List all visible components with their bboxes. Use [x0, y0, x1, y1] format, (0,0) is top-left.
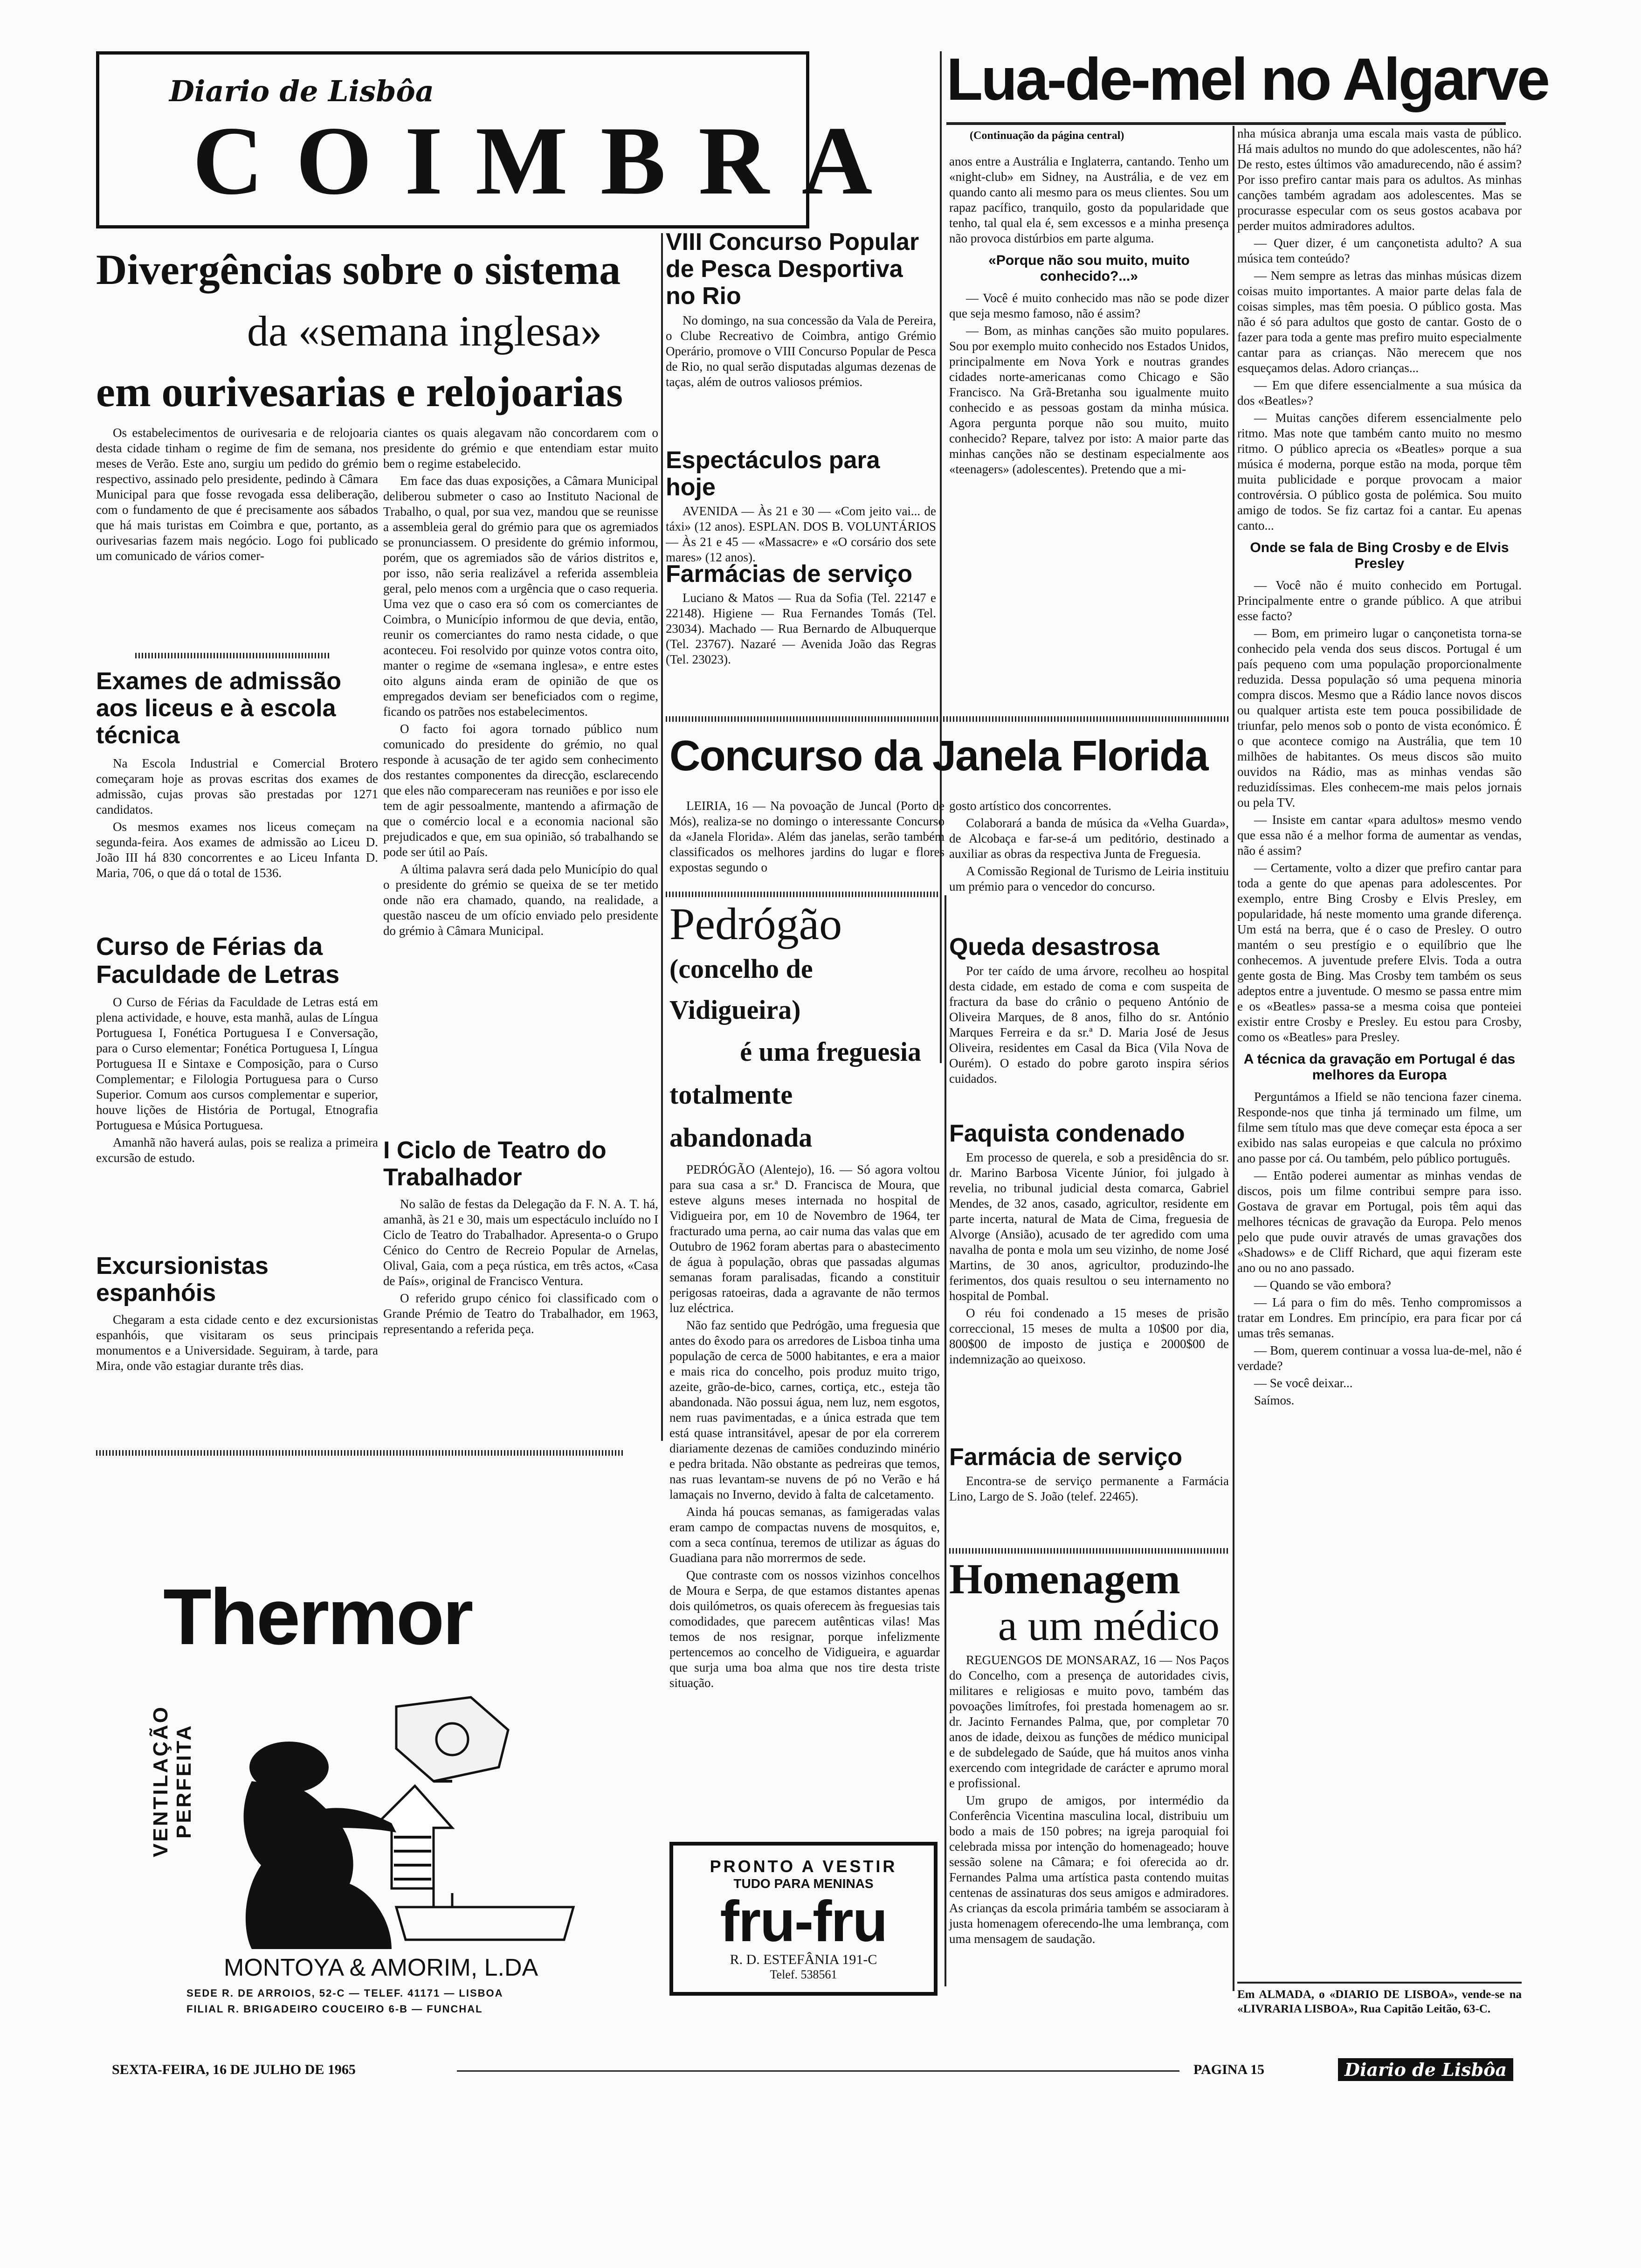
lua-title: Lua-de-mel no Algarve: [946, 46, 1549, 113]
lua-continuation: (Continuação da página central): [970, 130, 1124, 142]
pesca-text: No domingo, na sua concessão da Vala de Pereira, o Clube Recreativo de Coimbra, antigo Grémio Operário, promove o VIII Concurso Popular de Pesca de Rio, no qual serão disputadas algumas dezenas de taças, além de outros valiosos prémios.: [666, 313, 936, 389]
divergencias-col1-text: Os estabelecimentos de ourivesaria e de relojoaria desta cidade tinham o regime de fim de semana, nos meses de Verão. Este ano, surgiu um pedido do grémio respectivo, assinado pelo presidente, pedindo à Câmara Municipal para que fosse revogada essa deliberação, com o fundamento de que é precisamente aos sábados que há mais turistas em Coimbra e que, portanto, as ourivesarias fazem mais negócio. Logo foi publicado um comunicado de vários comer-: [96, 426, 378, 563]
lua-footer-note-text: Em ALMADA, o «DIARIO DE LISBOA», vende-se na «LIVRARIA LISBOA», Rua Capitão Leitão, 63-C.: [1237, 1988, 1522, 2015]
homenagem-p1: REGUENGOS DE MONSARAZ, 16 — Nos Paços do Concelho, com a presença de autoridades civis, militares e religiosas e muito povo, também das povoações limítrofes, foi prestada homenagem ao sr. dr. Jacinto Fernandes Palma, que, por completar 70 anos de idade, deixou as funções de médico municipal e de subdelegado de Saúde, que há muitos anos vinha exercendo com integridade de carácter e aprumo moral e profissional.: [949, 1653, 1229, 1790]
pedrogao-p3: Ainda há poucas semanas, as famigeradas valas eram campo de compactas nuvens de mosquitos, e, com a seca contínua, teremos de utilizar as águas do Guadiana para não morrermos de sede.: [669, 1505, 940, 1565]
ciclo-title: I Ciclo de Teatro do Trabalhador: [383, 1137, 607, 1191]
farmacia2-article: [949, 1444, 1229, 1506]
janela-col2: [949, 798, 1229, 896]
frufru-ad: [669, 1842, 938, 1996]
lua-col2: [1237, 126, 1522, 1410]
faquista-p1: Em processo de querela, e sob a presidência do sr. dr. Marino Barbosa Vicente Júnior, foi julgado à revelia, no tribunal judicial desta comarca, Gabriel Mendes, de 32 anos, casado, agricultor, residente em parte incerta, natural de Mata de Cima, freguesia de Alvorge (Ansião), acusado de ter agredido com uma navalha de ponta e mola um seu vizinho, de nome José Martins, de 30 anos, agricultor, produzindo-lhe ferimentos, dos quais resultou o seu internamento no hospital de Pombal.: [949, 1150, 1229, 1303]
lua-sub2: Onde se fala de Bing Crosby e de Elvis Presley: [1250, 540, 1509, 571]
thermor-address2: FILIAL R. BRIGADEIRO COUCEIRO 6-B — FUNCHAL: [186, 2003, 483, 2015]
masthead-box: [96, 51, 905, 228]
lua-col2-p2: — Quer dizer, é um cançonetista adulto? A sua música tem conteúdo?: [1237, 236, 1522, 265]
excursionistas-text: Chegaram a esta cidade cento e dez excursionistas espanhóis, que visitaram os seus principais monumentos e a Universidade. Seguiram, à tarde, para Mira, onde vão estagiar durante três dias.: [96, 1313, 378, 1373]
homenagem-title2: a um médico: [998, 1602, 1220, 1649]
pesca-title: VIII Concurso Popular de Pesca Desportiva no Rio: [666, 228, 919, 310]
thermor-company: MONTOYA & AMORIM, L.DA: [224, 1954, 538, 1981]
frufru-line2: TUDO PARA MENINAS: [733, 1876, 874, 1891]
lua-col2-p9: — Certamente, volto a dizer que prefiro cantar para toda a gente do que apenas para adolescentes. Por exemplo, entre Bing Crosby e Elvis Presley, em popularidade, há neste momento uma grande diferença. Um está na berra, que é o caso de Presley. O outro mantém o seu prestígio e o equilíbrio que lhe conhecemos. A juventude prefere Elvis. Toda a outra gente gosta de Bing. Mas Crosby tem também os seus adeptos entre a juventude. O mesmo se passa entre mim e os «Beatles» passa-se a mesma coisa que ponteiei existir entre Crosby e Presley. Eu estou para Crosby, como os «Beatles» para Presley.: [1237, 861, 1522, 1044]
janela-col2-p1: gosto artístico dos concorrentes.: [949, 799, 1111, 813]
queda-text: Por ter caído de uma árvore, recolheu ao hospital desta cidade, em estado de coma e com suspeita de fractura da base do crânio o pequeno António de Oliveira Marques, de 8 anos, filho do sr. António Marques Ferreira e da sr.ª D. Maria José de Jesus Oliveira, residentes em Casal da Bica (Vila Nova de Ourém). O estado do pobre garoto inspira sérios cuidados.: [949, 964, 1229, 1086]
lua-col1-p2: — Você é muito conhecido mas não se pode dizer que seja mesmo famoso, não é assim?: [949, 291, 1229, 321]
separator: [666, 892, 941, 897]
homenagem-title1: Homenagem: [949, 1555, 1180, 1603]
queda-title: Queda desastrosa: [949, 933, 1159, 961]
pedrogao-article: [669, 900, 940, 1693]
frufru-brand: fru-fru: [720, 1889, 887, 1954]
lua-col2-p13: — Lá para o fim do mês. Tenho compromissos a tratar em Londres. Em princípio, era para ficar por cá umas três semanas.: [1237, 1295, 1522, 1341]
farmacia2-title: Farmácia de serviço: [949, 1444, 1183, 1471]
espectaculos-article: [666, 447, 936, 567]
lua-col2-p11: — Então poderei aumentar as minhas vendas de discos, pois um filme contribui sempre para isso. Gostava de gravar em Portugal, pois têm aqui das melhores técnicas de gravação da Europa. Pelo menos pelo que pude ouvir através de umas gravações dos «Shadows» e de Cliff Richard, que aqui fizeram este ano ou no ano passado.: [1237, 1169, 1522, 1275]
column-rule: [661, 233, 663, 1441]
janela-col2-p2: Colaborará a banda de música da «Velha Guarda», de Alcobaça e far-se-á um peditório, destinado a auxiliar as obras da respectiva Junta de Freguesia.: [949, 816, 1229, 861]
curso-p2: Amanhã não haverá aulas, pois se realiza a primeira excursão de estudo.: [96, 1135, 378, 1165]
title-rule: [946, 122, 1506, 125]
footer-date: SEXTA-FEIRA, 16 DE JULHO DE 1965: [112, 2062, 356, 2077]
excursionistas-article: [96, 1252, 378, 1376]
excursionistas-title: Excursionistas espanhóis: [96, 1252, 269, 1307]
curso-p1: O Curso de Férias da Faculdade de Letras está em plena actividade, e houve, esta manhã, aulas de Língua Portuguesa I, Fonética Portuguesa I e Conversação, para o Curso elementar; Fonética Portuguesa I, Língua Portuguesa II e Sintaxe e Composição, para o Curso Complementar; e Filologia Portuguesa para o Curso Superior. Comum aos cursos complementar e superior, houve lições de História de Portugal, Etnografia Portuguesa e Música Portuguesa.: [96, 995, 378, 1132]
farmacias-title: Farmácias de serviço: [666, 560, 912, 588]
farmacia2-text: Encontra-se de serviço permanente a Farmácia Lino, Largo de S. João (telef. 22465).: [949, 1474, 1229, 1504]
homenagem-p2: Um grupo de amigos, por intermédio da Conferência Vicentina masculina local, distribuiu um bodo a mais de 150 pobres; na igreja paroquial foi celebrada missa por intenção do homenageado; houve sessão solene na Câmara; e foi oferecida ao dr. Fernandes Palma uma artística pasta contendo muitas centenas de assinaturas dos seus amigos e admiradores. As crianças da escola primária também se associaram à justa homenagem oferecendo-lhe uma lembrança, com uma mensagem de saudação.: [949, 1793, 1229, 1946]
masthead-brand: Diario de Lisbôa: [169, 74, 434, 108]
ciclo-article: [383, 1137, 658, 1339]
separator: [96, 1450, 623, 1456]
janela-col1-text: LEIRIA, 16 — Na povoação de Juncal (Porto de Mós), realiza-se no domingo o interessante Concurso da «Janela Florida». Além das janelas, serão também classificados os melhores jardins do lugar e flores expostas segundo o: [669, 799, 945, 874]
divergencias-line3: em ourivesarias e relojoarias: [96, 368, 623, 415]
ciclo-p1: No salão de festas da Delegação da F. N. A. T. há, amanhã, às 21 e 30, mais um espectáculo incluído no I Ciclo de Teatro do Trabalhador. Apresenta-o o Grupo Cénico do Centro de Recreio Popular de Arnelas, Olival, Gaia, com a peça rústica, em três actos, «Casa de País», original de Francisco Ventura.: [383, 1197, 658, 1288]
lua-col2-p3: — Nem sempre as letras das minhas músicas dizem coisas muito importantes. A maior parte delas fala de coisas simples, mas têm poesia. O público gosta. Mas não é só para adultos que gosto de cantar. Gosto de o fazer para toda a gente mas prefiro muito especialmente cantar para as crianças. Não merecem que nos esqueçamos delas. Adoro crianças...: [1237, 269, 1522, 375]
bathtub-icon: [396, 1888, 573, 1940]
divergencias-line1: Divergências sobre o sistema: [96, 246, 621, 293]
divergencias-col1: [96, 425, 378, 566]
janela-title: Concurso da Janela Florida: [669, 732, 1208, 780]
ciclo-p2: O referido grupo cénico foi classificado com o Grande Prémio de Teatro do Trabalhador, em 1963, representando a referida peça.: [383, 1291, 658, 1336]
lua-sub3: A técnica da gravação em Portugal é das melhores da Europa: [1243, 1051, 1516, 1083]
divergencias-col2-p2: Em face das duas exposições, a Câmara Municipal deliberou submeter o caso ao Instituto Nacional de Trabalho, o qual, por sua vez, mandou que se reunisse a assembleia geral do grémio para que os agremiados se pronunciassem. O presidente do grémio informou, porém, que os agremiados são de vários distritos e, por isso, não seria realizável a referida assembleia geral, pelo menos com a urgência que o caso requeria. Uma vez que o caso era só com os comerciantes de Coimbra, o Município informou de que devia, então, reunir os comerciantes do ramo nesta cidade, o que aconteceu. Foi resolvido por quinze votos contra oito, manter o regime de «semana inglesa», e entre estes oito alguns ainda eram de opinião de que os empregados deviam ser beneficiados com o regime, ficando os patrões nos estabelecimentos.: [383, 474, 658, 719]
pedrogao-p2: Não faz sentido que Pedrógão, uma freguesia que antes do êxodo para os arredores de Lisboa tinha uma população de cerca de 5000 habitantes, e era a maior e mais rica do concelho, pois produz muito trigo, azeite, grão-de-bico, carnes, cortiça, etc., esteja tão abandonada. Não possui água, nem luz, nem esgotos, nem ruas pavimentadas, e a única estrada que tem está quase intransitável, apesar de por ela correrem diariamente dezenas de camiões conduzindo minério e pedra britada. Não obstante as pedreiras que temos, nas ruas levantam-se nuvens de pó no Verão e há lamaçais no Inverno, devido à falta de calcetamento.: [669, 1318, 940, 1501]
frufru-line1: PRONTO A VESTIR: [710, 1857, 897, 1876]
espectaculos-title: Espectáculos para hoje: [666, 447, 880, 501]
arrow-icon: [373, 1786, 452, 1888]
lua-col2-p12: — Quando se vão embora?: [1254, 1278, 1391, 1293]
faquista-p2: O réu foi condenado a 15 meses de prisão correccional, 15 meses de multa a 10$00 por dia, 800$00 de imposto de justiça e 2000$00 de indemnização ao queixoso.: [949, 1306, 1229, 1367]
divergencias-col2-p3: O facto foi agora tornado público num comunicado do presidente do grémio, no qual responde à acusação de ter agido sem conhecimento dos restantes componentes da direcção, esclarecendo que eles não compareceram nas reuniões e por isso ele tem de agir pessoalmente, mantendo a afirmação de que o comércio local e a economia nacional são prejudicados e que, em sua opinião, só trabalhando se pode ser útil ao País.: [383, 722, 658, 859]
rule: [1237, 1982, 1522, 1984]
lua-col2-p5: — Muitas canções diferem essencialmente pelo ritmo. Mas note que também canto muito no mesmo ritmo. O público aprecia os «Beatles» porque a sua música é moderna, porque estão na moda, porque têm muita publicidade e porque provocam a maior controvérsia. O público gosta de polémica. Sou muito amigo de todos. Se fiz cartaz foi a cantar. Eu apenas canto...: [1237, 411, 1522, 532]
pedrogao-p1: PEDRÓGÃO (Alentejo), 16. — Só agora voltou para sua casa a sr.ª D. Francisca de Moura, que esteve alguns meses internada no hospital de Vidigueira por, em 10 de Novembro de 1964, ter fracturado uma perna, ao cair numa das valas que em Outubro de 1962 foram abertas para o abastecimento de água à população, obras que passadas algumas semanas foram paralisadas, ficando a constituir perigosas ratoeiras, dada a agravante de não termos luz eléctrica.: [669, 1162, 940, 1315]
lua-footer-note: [1237, 1987, 1522, 2018]
thermor-vertical: VENTILAÇÃO PERFEITA: [149, 1705, 195, 1857]
separator: [949, 1548, 1229, 1554]
separator: [135, 653, 331, 658]
frufru-address: R. D. ESTEFÂNIA 191-C: [730, 1952, 877, 1967]
faquista-article: [949, 1120, 1229, 1369]
lua-col2-p8: — Insiste em cantar «para adultos» mesmo vendo que essa não é a melhor forma de aumentar as vendas, não é assim?: [1237, 813, 1522, 858]
lua-col2-p15: — Se você deixar...: [1254, 1376, 1353, 1390]
pedrogao-p4: Que contraste com os nossos vizinhos concelhos de Moura e Serpa, de que estamos distantes apenas dois quilómetros, os quais oferecem às freguesias tais comodidades, que parecem autênticas vilas! Mas temos de nos resignar, porque infelizmente pertencemos ao concelho de Vidigueira, e aguardar que surja uma boa alma que nos tire desta triste situação.: [669, 1568, 940, 1690]
thermor-address1: SEDE R. DE ARROIOS, 52-C — TELEF. 41171 — LISBOA: [186, 1987, 503, 1999]
footer-brand: Diario de Lisbôa: [1338, 2058, 1513, 2081]
homenagem-article: [949, 1556, 1229, 1949]
lua-col2-p4: — Em que difere essencialmente a sua música da dos «Beatles»?: [1237, 378, 1522, 408]
pesca-article: [666, 228, 936, 392]
lua-col1: [949, 154, 1229, 479]
lua-col2-p1: nha música abranja uma escala mais vasta de público. Há mais adultos no mundo do que adolescentes, não há? De resto, estes últimos vão amadurecendo, não é assim? Por isso prefiro cantar mais para os adultos. As minhas canções também agradam aos adolescentes. Mas se procurasse especular com os seus gostos acabava por perder muitos admiradores adultos.: [1237, 126, 1522, 233]
frufru-phone: Telef. 538561: [770, 1968, 837, 1981]
janela-col1: [669, 798, 945, 877]
lua-col2-p14: — Bom, querem continuar a vossa lua-de-mel, não é verdade?: [1237, 1343, 1522, 1373]
lua-sub1: «Porque não sou muito, muito conhecido?...»: [988, 253, 1190, 284]
lua-col2-p16: Saímos.: [1254, 1393, 1295, 1408]
exames-p1: Na Escola Industrial e Comercial Brotero começaram hoje as provas escritas dos exames de admissão, cujas provas são prestadas por 1271 candidatos.: [96, 756, 378, 816]
curso-title: Curso de Férias da Faculdade de Letras: [96, 933, 340, 989]
masthead-section: COIMBRA: [193, 107, 905, 215]
farmacias-text: Luciano & Matos — Rua da Sofia (Tel. 22147 e 22148). Higiene — Rua Fernandes Tomás (Tel. 23034). Machado — Rua Bernardo de Albuquerque (Tel. 23767). Nazaré — Avenida João das Regras (Tel. 23023).: [666, 591, 936, 667]
lua-col1-p3: — Bom, as minhas canções são muito populares. Sou por exemplo muito conhecido nos Estados Unidos, principalmente em Nova York e noutras grandes cidades norte-americanas como Chicago e São Francisco. Na Grã-Bretanha sou igualmente muito conhecido e as pessoas gostam da minha música. Agora pergunta porque não sou muito, muito conhecido? Repare, talvez por isto: A maior parte das minhas canções não se destinam especialmente aos «teenagers» (adolescentes). Pretendo que a mi-: [949, 324, 1229, 477]
thermor-ad: [131, 1573, 611, 2019]
pedrogao-title3: é uma freguesia: [740, 1037, 921, 1067]
separator: [666, 716, 1230, 722]
thermor-brand: Thermor: [163, 1573, 472, 1661]
heater-icon: [396, 1697, 508, 1781]
thermor-illustration: [172, 1688, 583, 1949]
column-rule: [940, 51, 942, 1063]
queda-article: [949, 933, 1229, 1088]
column-rule: [945, 895, 946, 1986]
lua-col2-p7: — Bom, em primeiro lugar o cançonetista torna-se conhecido pela venda dos seus discos. Portugal é um país pequeno com uma população proporcionalmente reduzida. Dessa população só uma pequena minoria compra discos. Mesmo que a Rádio lance novos discos ou qualquer artista este tem pouca possibilidade de triunfar, pelo menos sob o ponto de vista económico. É o que acontece comigo na Austrália, que tem 10 milhões de habitantes. Os meus discos são muito ouvidos na Rádio, mas as minhas vendas são reduzidíssimas. Eles conhecem-me mais pelos jornais ou pela TV.: [1237, 626, 1522, 810]
faquista-title: Faquista condenado: [949, 1120, 1185, 1147]
janela-col2-p3: A Comissão Regional de Turismo de Leiria instituiu um prémio para o vencedor do concurso.: [949, 864, 1229, 893]
divergencias-col2: [383, 425, 658, 940]
lua-col2-p6: — Você não é muito conhecido em Portugal. Principalmente entre o grande público. A que atribui esse facto?: [1237, 578, 1522, 623]
pedrogao-title1: Pedrógão: [669, 899, 842, 949]
curso-article: [96, 933, 378, 1168]
footer-page: PAGINA 15: [1189, 2062, 1269, 2078]
farmacias-article: [666, 560, 936, 669]
pedrogao-title2: (concelho de Vidigueira): [669, 954, 813, 1025]
exames-article: [96, 668, 378, 883]
woman-silhouette-icon: [244, 1742, 396, 1949]
exames-title: Exames de admissão aos liceus e à escola técnica: [96, 668, 342, 749]
footer-rule: [457, 2070, 1179, 2072]
lua-col1-p1: anos entre a Austrália e Inglaterra, cantando. Tenho um «night-club» em Sidney, na Austrália, e de vez em quando canto ali mesmo para os meus clientes. Sou um rapaz pacífico, tranquilo, gosto da popularidade que tenho, tal qual ela é, sem excessos e a minha presença não provoca distúrbios em parte alguma.: [949, 154, 1229, 245]
divergencias-col2-p1: ciantes os quais alegavam não concordarem com o presidente do grémio e que entendiam estar muito bem o regime estabelecido.: [383, 426, 658, 470]
column-rule: [1233, 126, 1234, 1991]
lua-col2-p10: Perguntámos a Ifield se não tenciona fazer cinema. Responde-nos que tinha já terminado um filme, um filme sem título mas que deve começar esta época a ser exibido nas salas europeias e que calcula no próximo ano passe por cá. Ou também, pelo público português.: [1237, 1090, 1522, 1166]
espectaculos-text: AVENIDA — Às 21 e 30 — «Com jeito vai... de táxi» (12 anos). ESPLAN. DOS B. VOLUNTÁRIOS — Às 21 e 45 — «Massacre» e «O corsário dos sete mares» (12 anos).: [666, 504, 936, 565]
pedrogao-title4: totalmente abandonada: [669, 1079, 813, 1153]
divergencias-line2: da «semana inglesa»: [247, 307, 602, 355]
exames-p2: Os mesmos exames nos liceus começam na segunda-feira. Aos exames de admissão ao Liceu D. João III há 830 concorrentes e ao Liceu Infanta D. Maria, 706, o que dá o total de 1536.: [96, 819, 378, 880]
divergencias-col2-p4: A última palavra será dada pelo Município do qual o presidente do grémio se queixa de se ter metido onde não era chamado, quando, na realidade, a questão nasceu de um ofício enviado pelo presidente do grémio à Câmara Municipal.: [383, 862, 658, 938]
